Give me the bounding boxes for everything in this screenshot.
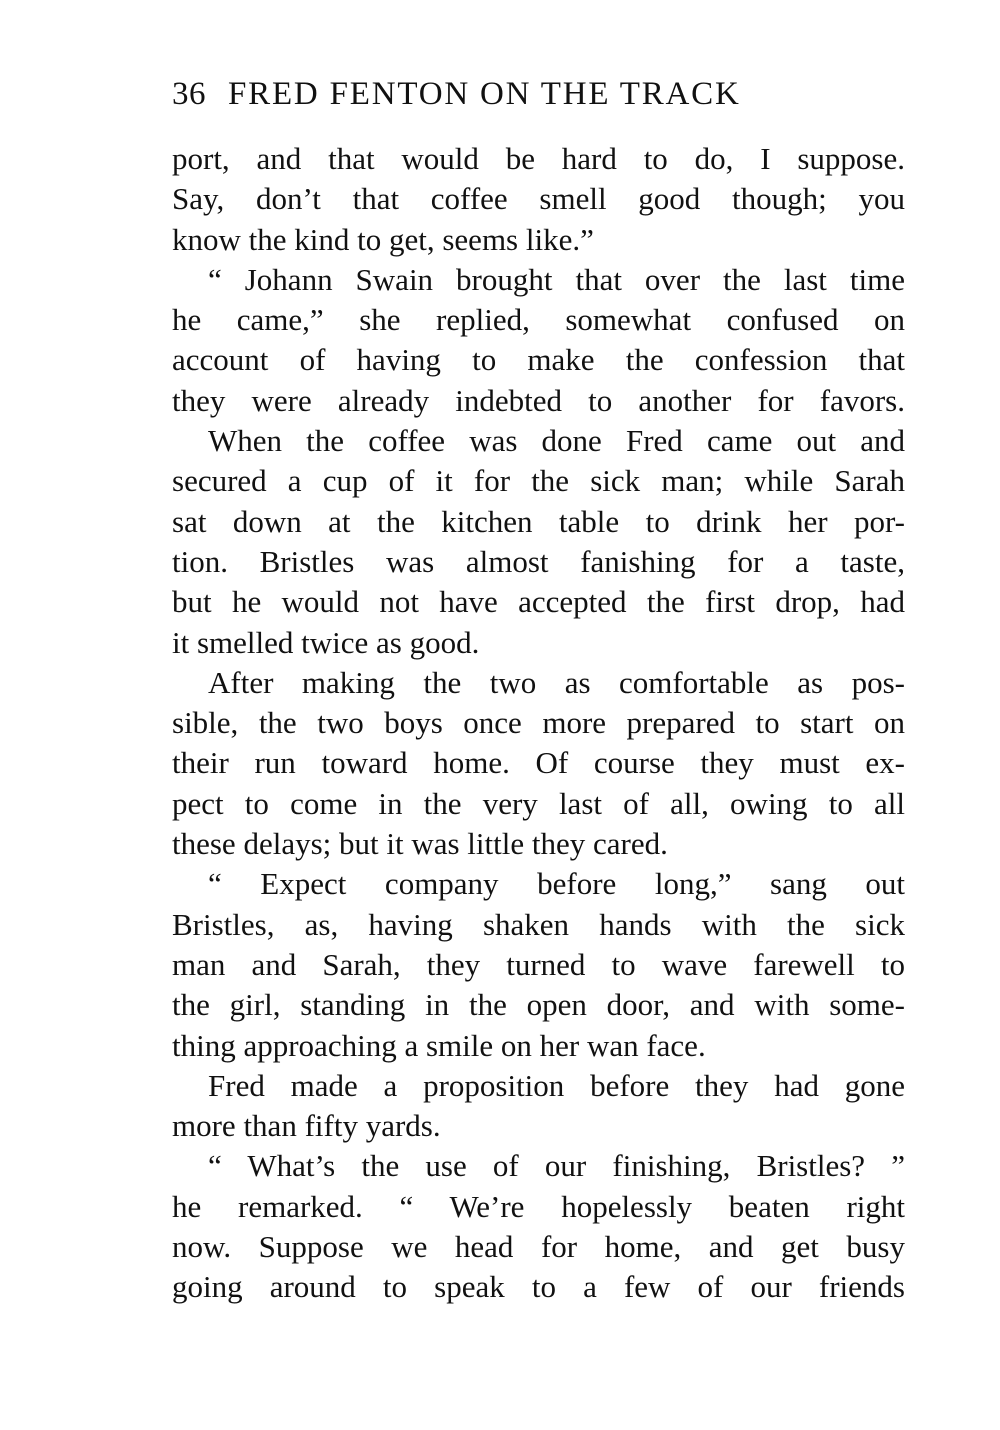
text-line: Say, don’t that coffee smell good though; you <box>172 181 905 217</box>
text-line: “ Johann Swain brought that over the last time <box>208 261 905 297</box>
text-line: thing approaching a smile on her wan face. <box>172 1027 706 1063</box>
text-line: secured a cup of it for the sick man; while Sarah <box>172 463 905 499</box>
text-line: tion. Bristles was almost fanishing for a taste, <box>172 543 905 579</box>
text-line: man and Sarah, they turned to wave farewell to <box>172 946 905 982</box>
text-line: he came,” she replied, somewhat confused on <box>172 302 905 338</box>
text-line: but he would not have accepted the first drop, had <box>172 584 905 620</box>
text-line: account of having to make the confession that <box>172 342 905 378</box>
text-line: port, and that would be hard to do, I suppose. <box>172 141 905 176</box>
text-line: pect to come in the very last of all, owing to all <box>172 785 905 821</box>
text-line: “ Expect company before long,” sang out <box>208 866 905 902</box>
running-head <box>172 70 912 118</box>
text-line: Fred made a proposition before they had gone <box>208 1067 905 1103</box>
running-title: FRED FENTON ON THE TRACK <box>228 76 741 112</box>
text-line: they were already indebted to another for favors. <box>172 382 905 418</box>
body-text <box>172 139 905 1308</box>
text-line: now. Suppose we head for home, and get busy <box>172 1229 905 1265</box>
page-number: 36 <box>172 76 206 112</box>
text-line: When the coffee was done Fred came out and <box>208 423 905 459</box>
text-line: “ What’s the use of our finishing, Bristles? ” <box>208 1148 905 1184</box>
text-line: more than fifty yards. <box>172 1108 441 1144</box>
text-line: these delays; but it was little they cared. <box>172 826 668 862</box>
text-line: going around to speak to a few of our friends <box>172 1269 905 1305</box>
text-line: their run toward home. Of course they must ex- <box>172 745 905 781</box>
text-line: know the kind to get, seems like.” <box>172 221 594 257</box>
text-line: it smelled twice as good. <box>172 624 480 660</box>
text-line: the girl, standing in the open door, and with some- <box>172 987 905 1023</box>
text-line: sat down at the kitchen table to drink her por- <box>172 503 905 539</box>
text-line: he remarked. “ We’re hopelessly beaten right <box>172 1188 905 1224</box>
text-line: sible, the two boys once more prepared to start on <box>172 705 905 741</box>
text-line: After making the two as comfortable as pos- <box>208 664 905 700</box>
text-line: Bristles, as, having shaken hands with the sick <box>172 906 905 942</box>
